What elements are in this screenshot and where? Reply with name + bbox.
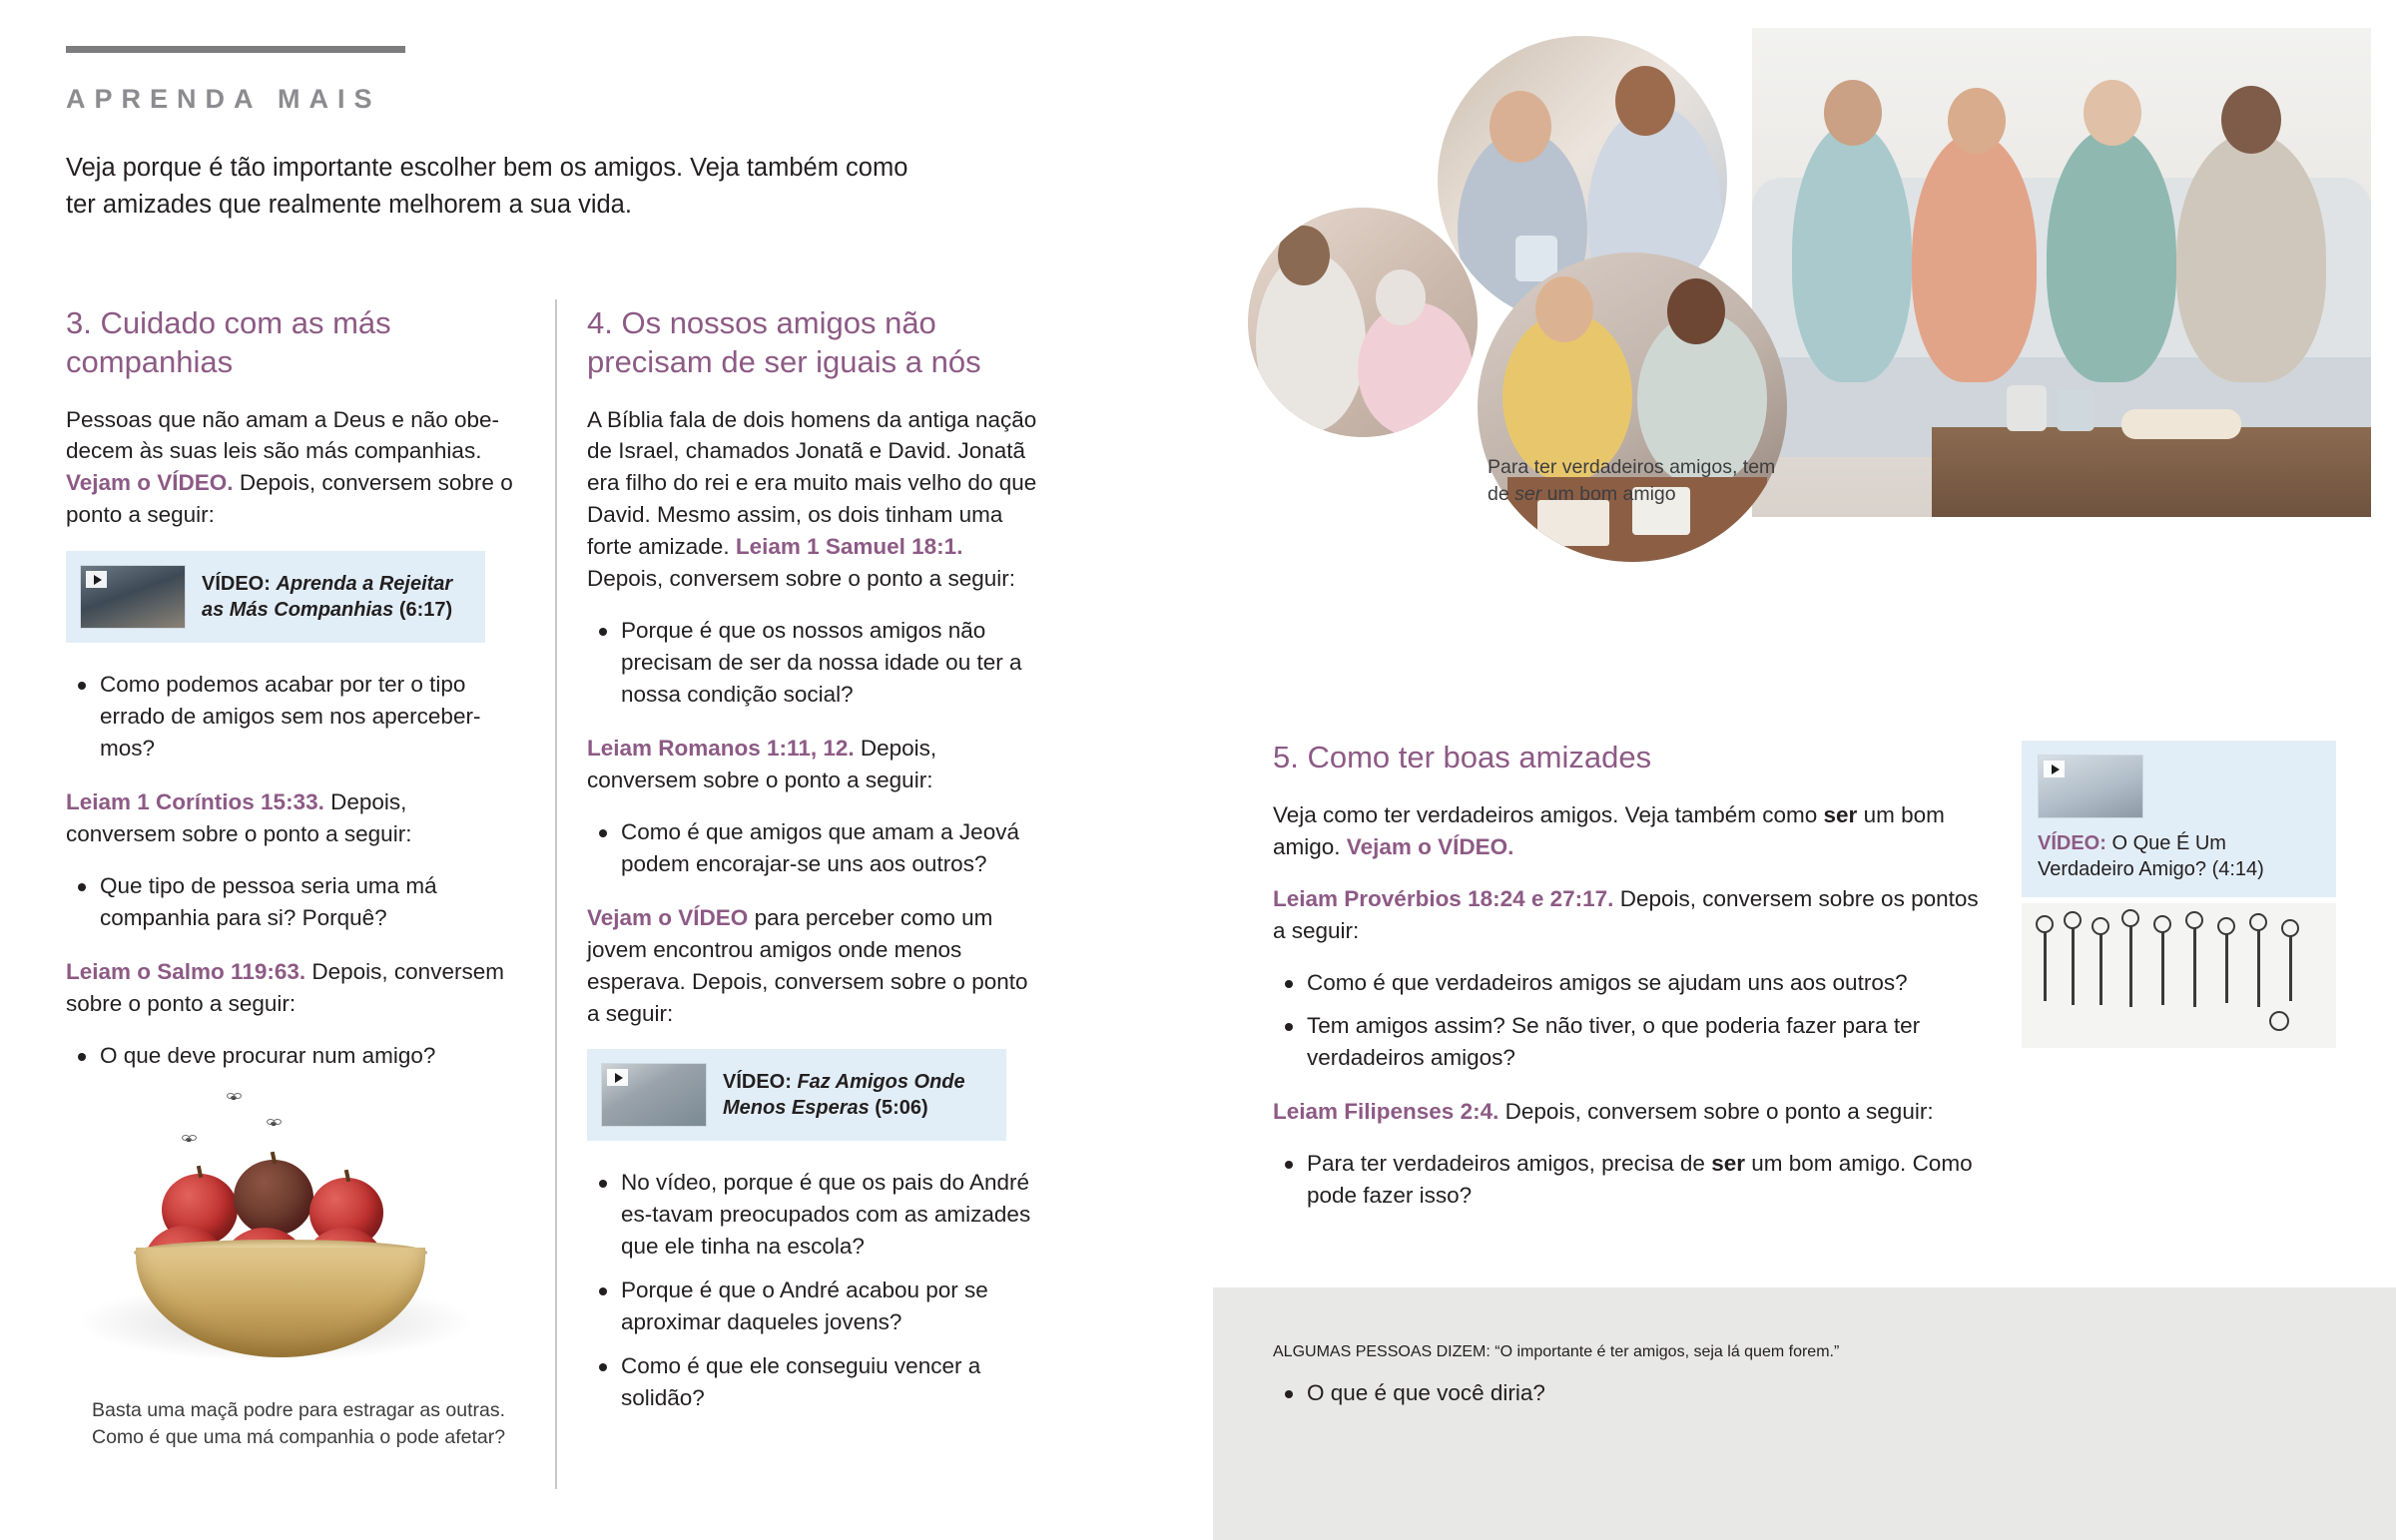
band-bullets [1273,1377,2291,1409]
section-4-bullets-2 [587,816,1042,880]
section-5-paragraph-3 [1273,1096,1982,1128]
list-item: Que tipo de pessoa seria uma má companhia para si? Porquê? [100,870,521,934]
list-item [1307,1148,1982,1212]
header-rule [66,46,405,53]
band-content [1273,1327,2291,1431]
drawn-head [2092,917,2109,935]
s3-p3-rest: Depois, conversem sobre o ponto a seguir: [66,958,504,1016]
video-label: VÍDEO: [202,573,271,596]
band-statement [1273,1343,2291,1361]
line-drawing-group-of-people [2022,903,2336,1048]
drawn-head [2153,915,2171,933]
drawn-head [2064,911,2082,929]
person-figure [2176,133,2326,382]
section-5-bullets-2 [1273,1148,1982,1212]
coffee-table [1932,427,2371,517]
s5-p2-link[interactable]: Leiam Provérbios 18:24 e 27:17. [1273,885,1614,911]
section-5 [1273,739,1982,1234]
photo-caption-b: um bom amigo [1541,482,1676,505]
drawn-figure [2257,929,2260,1007]
person-figure [1912,133,2037,382]
s4-p2-rest: Depois, conversem sobre o ponto a seguir: [587,735,937,792]
section-4-paragraph-2 [587,733,1042,796]
column-divider [555,299,557,1489]
person-head [1824,80,1882,146]
photo-caption-a: Para ter verdadeiros amigos, tem de [1488,456,1776,505]
video-thumbnail [80,565,186,629]
video-caption [723,1069,990,1121]
play-icon [607,1069,628,1086]
section-4-paragraph-3 [587,902,1042,1030]
person-head [1490,91,1551,163]
section-3-heading: 3. Cuidado com as más companhias [66,305,391,379]
rotten-apple [234,1160,313,1236]
section-4 [587,304,1042,1436]
band-quote: “O importante é ter amigos, seja lá quem forem.” [1490,1343,1840,1360]
play-icon [86,571,107,588]
s4-p3-rest: para perceber como um jovem encontrou amigos onde menos esperava. Depois, conversem sobre o ponto a seguir: [587,904,1028,1026]
video-duration: (5:06) [875,1097,928,1120]
drawn-head [2217,917,2235,935]
fly-icon [186,1138,192,1142]
person-head [1376,269,1426,325]
s3-p1-b: Depois, conversem sobre o ponto a seguir: [66,470,513,528]
video-callout-verdadeiro-amigo[interactable] [2022,741,2336,897]
list-item: Como é que amigos que amam a Jeová podem encorajar-se uns aos outros? [621,816,1042,880]
section-4-heading: 4. Os nossos amigos não precisam de ser iguais a nós [587,305,981,379]
video-label: VÍDEO: [723,1071,792,1094]
photo-group-on-sofa [1752,28,2371,517]
s5-p1-em: ser [1823,801,1858,827]
section-4-bullets-3 [587,1167,1042,1414]
list-item: O que é que você diria? [1307,1377,2291,1409]
s5-p1-a: Veja como ter verdadeiros amigos. Veja também como [1273,801,1824,827]
person-head [2084,80,2141,146]
section-3-paragraph-1 [66,404,521,532]
drawn-figure [2129,925,2132,1007]
s4-p1-link[interactable]: Leiam 1 Samuel 18:1. [735,534,963,560]
section-4-bullets-1 [587,615,1042,711]
video-caption [202,571,469,623]
section-4-paragraph-1 [587,404,1042,596]
fly-icon [271,1122,277,1126]
video-duration: (6:17) [398,599,453,622]
mug [2057,389,2095,431]
drawn-figure [2044,931,2047,1001]
s4-p3-link[interactable]: Vejam o VÍDEO [587,904,749,930]
s5-p3-link[interactable]: Leiam Filipenses 2:4. [1273,1099,1499,1125]
s5-p2-rest: Depois, conversem sobre os pontos a seguir: [1273,885,1979,943]
s5-p1-b: um bom amigo. [1273,801,1945,859]
drawn-figure [2072,927,2075,1005]
drawn-head [2249,913,2267,931]
mug [2007,385,2047,431]
apples-illustration [66,1078,495,1387]
section-5-heading: 5. Como ter boas amizades [1273,740,1652,774]
s3-p2-link[interactable]: Leiam 1 Coríntios 15:33. [66,789,324,815]
section-3-paragraph-3 [66,956,521,1020]
apple-stem [197,1166,203,1179]
apple-stem [343,1170,349,1183]
drawn-figure [2225,933,2228,1003]
person-head [1278,226,1330,285]
band-lead: ALGUMAS PESSOAS DIZEM: [1273,1343,1491,1360]
play-icon [2044,761,2065,777]
photo-visiting-elderly-woman [1248,208,1478,437]
list-item: Tem amigos assim? Se não tiver, o que poderia fazer para ter verdadeiros amigos? [1307,1010,1982,1074]
s4-p2-link[interactable]: Leiam Romanos 1:11, 12. [587,735,855,761]
person-figure [1792,123,1912,382]
list-item: Como é que verdadeiros amigos se ajudam uns aos outros? [1307,967,1982,999]
apples-caption: Basta uma maçã podre para estragar as outras. Como é que uma má companhia o pode afetar? [92,1399,506,1448]
video-title: Faz Amigos Onde Menos Esperas [723,1071,965,1120]
drawn-head [2036,915,2054,933]
section-3 [66,304,521,1094]
person-head [1615,66,1675,136]
video-thumbnail [2038,755,2143,818]
drawn-figure [2289,935,2292,1001]
list-item: Porque é que os nossos amigos não precisam de ser da nossa idade ou ter a nossa condição social? [621,615,1042,711]
section-5-bullets-1 [1273,967,1982,1075]
person-head [2221,86,2281,154]
video-duration: (4:14) [2211,858,2264,881]
person-head [1948,88,2006,154]
list-item: O que deve procurar num amigo? [100,1040,521,1072]
list-item: Como podemos acabar por ter o tipo errado de amigos sem nos aperceber-mos? [100,669,521,765]
s5-p1-link[interactable]: Vejam o VÍDEO. [1346,833,1514,859]
person-head [1535,276,1593,342]
video-caption [2038,830,2320,883]
list-item: No vídeo, porque é que os pais do André es-tavam preocupados com as amizades que ele tinha na escola? [621,1167,1042,1263]
photo-caption-em: ser [1514,482,1542,505]
person-figure [2047,128,2176,382]
video-label: VÍDEO: [2038,832,2106,854]
apple-stem [271,1152,277,1165]
video-title: O Que É Um Verdadeiro Amigo? [2038,832,2226,881]
photo-collage [1248,18,2381,707]
s4-p1-b: Depois, conversem sobre o ponto a seguir: [587,566,1015,592]
drawn-ball [2269,1011,2289,1031]
s4-p1-a: A Bíblia fala de dois homens da antiga nação de Israel, chamados Jonatã e David. Jonatã era filho do rei e era muito mais velho do que David. Mesmo assim, os dois tinham uma forte amizade. [587,406,1037,560]
video-thumbnail [601,1063,707,1127]
s5-last-em: ser [1711,1151,1745,1177]
plate [2121,409,2241,439]
section-3-paragraph-2 [66,786,521,850]
s3-p1-a: Pessoas que não amam a Deus e não obe-decem às suas leis são más companhias. [66,406,500,464]
person-figure [1358,302,1473,437]
fly-icon [231,1096,237,1100]
section-3-bullets-1 [66,669,521,765]
s5-last-b: um bom amigo. Como pode fazer isso? [1307,1151,1973,1209]
list-item: Porque é que o André acabou por se aproximar daqueles jovens? [621,1275,1042,1338]
eyebrow-label: APRENDA MAIS [66,84,381,114]
section-5-paragraph-1 [1273,799,1982,863]
s5-last-a: Para ter verdadeiros amigos, precisa de [1307,1151,1712,1177]
video-title: Aprenda a Rejeitar as Más Companhias [202,573,453,622]
list-item: Como é que ele conseguiu vencer a solidão? [621,1350,1042,1414]
drawn-figure [2161,931,2164,1005]
drawn-head [2121,909,2139,927]
drawn-figure [2193,927,2196,1007]
drawn-figure [2099,933,2102,1005]
side-card [2022,741,2336,1048]
s5-p3-rest: Depois, conversem sobre o ponto a seguir: [1498,1099,1934,1125]
video-callout-aprenda-a-rejeitar[interactable] [66,551,485,643]
person-head [1667,278,1725,344]
drawn-head [2281,919,2299,937]
photo-caption [1488,454,1787,508]
video-callout-faz-amigos[interactable] [587,1049,1006,1141]
drawn-head [2185,911,2203,929]
s3-p2-rest: Depois, conversem sobre o ponto a seguir: [66,789,412,846]
intro-paragraph: Veja porque é tão importante escolher bem os amigos. Veja também como ter amizades que realmente melhorem a sua vida. [66,154,908,219]
photo-two-women-praying [1478,253,1787,562]
section-3-bullets-2 [66,870,521,934]
s3-p3-link[interactable]: Leiam o Salmo 119:63. [66,958,306,984]
s3-p1-link[interactable]: Vejam o VÍDEO. [66,470,234,496]
section-3-bullets-3 [66,1040,521,1072]
section-5-paragraph-2 [1273,883,1982,947]
